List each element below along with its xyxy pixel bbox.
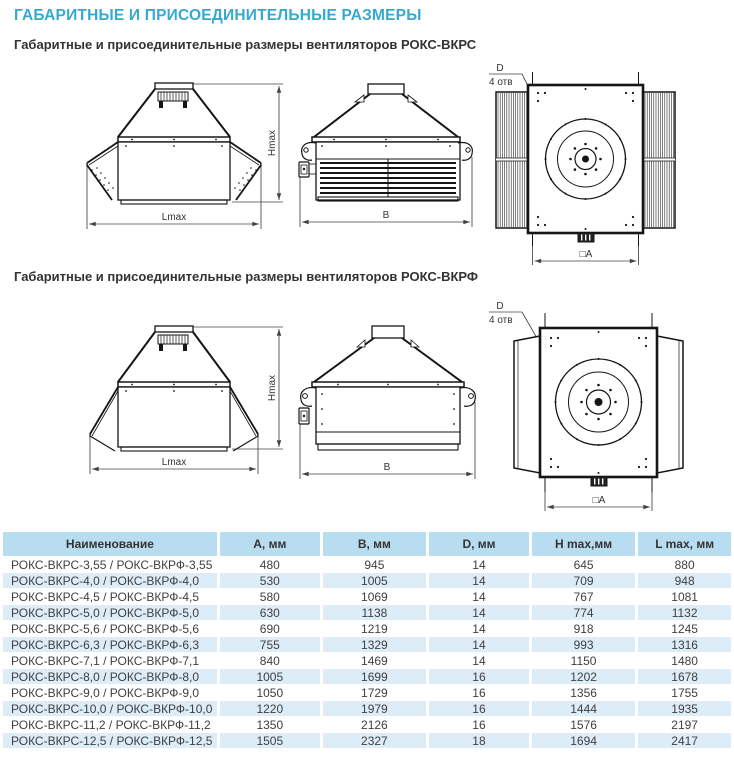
model-name-cell: РОКС-ВКРС-7,1 / РОКС-ВКРФ-7,1	[11, 653, 200, 668]
b-dimension-label: B	[382, 210, 390, 221]
dimension-value-cell: 840	[259, 653, 280, 668]
table-row	[3, 637, 731, 652]
model-name-cell: РОКС-ВКРС-10,0 / РОКС-ВКРФ-10,0	[3, 701, 217, 716]
dimension-value-cell: 1220	[220, 701, 320, 716]
dimension-value-cell: 14	[429, 573, 529, 588]
dimension-value-cell: 14	[429, 637, 529, 652]
dimension-value-cell: 16	[472, 717, 486, 732]
dimension-value-cell: 14	[472, 621, 486, 636]
dimension-value-cell: 1245	[671, 621, 698, 636]
vkrf-front-view-drawing	[294, 302, 480, 514]
dimension-value-cell: 1138	[323, 605, 426, 620]
model-name-cell: РОКС-ВКРС-3,55 / РОКС-ВКРФ-3,55	[11, 557, 213, 572]
model-name-cell: РОКС-ВКРС-4,5 / РОКС-ВКРФ-4,5	[11, 589, 200, 604]
table-row	[3, 653, 731, 668]
dimension-value-cell: 767	[573, 589, 594, 604]
hmax-label: Hmax	[267, 374, 278, 402]
dimension-value-cell: 1729	[361, 685, 388, 700]
dimension-value-cell: 1505	[220, 733, 320, 748]
dimension-value-cell: 755	[220, 637, 320, 652]
header-name: Наименование	[3, 532, 217, 556]
dimension-value-cell: 2417	[638, 733, 731, 748]
page-title: ГАБАРИТНЫЕ И ПРИСОЕДИНИТЕЛЬНЫЕ РАЗМЕРЫ	[14, 7, 422, 24]
dimension-value-cell: 948	[638, 573, 731, 588]
model-name-cell: РОКС-ВКРС-8,0 / РОКС-ВКРФ-8,0	[3, 669, 217, 684]
dimension-value-cell: 1202	[532, 669, 635, 684]
dimension-value-cell: 580	[259, 589, 280, 604]
holes-count-label: 4 отв	[489, 315, 513, 326]
dimension-value-cell: 1699	[323, 669, 426, 684]
square-a-label: □A	[592, 495, 606, 506]
b-dimension-label: B	[383, 462, 391, 473]
dimension-value-cell: 1005	[323, 573, 426, 588]
dimension-value-cell: 1979	[323, 701, 426, 716]
table-row	[3, 733, 731, 748]
table-row	[3, 621, 731, 636]
table-row	[3, 669, 731, 684]
dimension-value-cell: 16	[429, 701, 529, 716]
dimension-value-cell: 16	[472, 685, 486, 700]
dimension-value-cell: 993	[532, 637, 635, 652]
vkrs-side-view-drawing	[12, 62, 297, 262]
hole-diameter-label: D	[496, 301, 504, 312]
dimension-value-cell: 1329	[323, 637, 426, 652]
dimension-value-cell: 14	[472, 557, 486, 572]
dimension-value-cell: 709	[532, 573, 635, 588]
vkrf-top-view-drawing	[486, 298, 734, 516]
dimension-value-cell: 690	[259, 621, 280, 636]
dimension-value-cell: 1069	[361, 589, 388, 604]
dimension-value-cell: 1132	[638, 605, 731, 620]
model-name-cell: РОКС-ВКРС-6,3 / РОКС-ВКРФ-6,3	[3, 637, 217, 652]
dimension-value-cell: 945	[364, 557, 385, 572]
dimension-value-cell: 530	[220, 573, 320, 588]
dimension-value-cell: 1150	[570, 653, 597, 668]
table-row	[3, 717, 731, 732]
dimension-value-cell: 16	[429, 669, 529, 684]
lmax-label: Lmax	[161, 457, 187, 468]
dimension-value-cell: 1444	[532, 701, 635, 716]
dimension-value-cell: 1356	[570, 685, 597, 700]
lmax-label: Lmax	[161, 212, 187, 223]
dimension-value-cell: 2327	[323, 733, 426, 748]
dimension-value-cell: 14	[429, 605, 529, 620]
dimension-value-cell: 1316	[638, 637, 731, 652]
hole-diameter-label: D	[496, 63, 504, 74]
dimension-value-cell: 14	[472, 589, 486, 604]
header-lmax: L max, мм	[638, 532, 731, 556]
table-header-row	[3, 532, 731, 556]
dimension-value-cell: 1935	[638, 701, 731, 716]
dimension-value-cell: 480	[259, 557, 280, 572]
dimension-value-cell: 1694	[532, 733, 635, 748]
vkrf-side-view-drawing	[12, 302, 297, 514]
hmax-label: Hmax	[267, 129, 278, 157]
dimensions-table	[0, 531, 734, 749]
dimension-value-cell: 1219	[361, 621, 388, 636]
section-title-vkrf: Габаритные и присоединительные размеры вентиляторов РОКС-ВКРФ	[14, 269, 479, 284]
dimension-value-cell: 1678	[638, 669, 731, 684]
header-b: В, мм	[323, 532, 426, 556]
dimension-value-cell: 880	[674, 557, 695, 572]
vkrs-top-view-drawing	[486, 60, 734, 268]
table-row	[3, 589, 731, 604]
table-row	[3, 685, 731, 700]
dimension-value-cell: 918	[573, 621, 594, 636]
dimension-value-cell: 14	[472, 653, 486, 668]
holes-count-label: 4 отв	[489, 77, 513, 88]
vkrs-front-view-drawing	[294, 62, 480, 262]
dimension-value-cell: 1050	[256, 685, 284, 700]
table-row	[3, 605, 731, 620]
table-row	[3, 573, 731, 588]
dimension-value-cell: 645	[573, 557, 594, 572]
model-name-cell: РОКС-ВКРС-9,0 / РОКС-ВКРФ-9,0	[11, 685, 200, 700]
model-name-cell: РОКС-ВКРС-5,0 / РОКС-ВКРФ-5,0	[3, 605, 217, 620]
dimension-value-cell: 2197	[671, 717, 698, 732]
header-a: А, мм	[220, 532, 320, 556]
dimension-value-cell: 1755	[671, 685, 698, 700]
dimension-value-cell: 18	[429, 733, 529, 748]
model-name-cell: РОКС-ВКРС-4,0 / РОКС-ВКРФ-4,0	[3, 573, 217, 588]
dimension-value-cell: 1469	[361, 653, 388, 668]
dimension-value-cell: 1576	[570, 717, 597, 732]
dimension-value-cell: 2126	[361, 717, 388, 732]
dimension-value-cell: 1350	[256, 717, 284, 732]
dimension-value-cell: 1480	[671, 653, 698, 668]
dimension-value-cell: 1081	[671, 589, 698, 604]
dimension-value-cell: 774	[532, 605, 635, 620]
model-name-cell: РОКС-ВКРС-5,6 / РОКС-ВКРФ-5,6	[11, 621, 200, 636]
model-name-cell: РОКС-ВКРС-11,2 / РОКС-ВКРФ-11,2	[11, 717, 211, 732]
table-row	[3, 701, 731, 716]
header-hmax: Н max,мм	[532, 532, 635, 556]
section-title-vkrs: Габаритные и присоединительные размеры вентиляторов РОКС-ВКРС	[14, 37, 477, 52]
dimensions-table-body	[3, 557, 731, 748]
model-name-cell: РОКС-ВКРС-12,5 / РОКС-ВКРФ-12,5	[3, 733, 217, 748]
dimension-value-cell: 1005	[220, 669, 320, 684]
table-row	[3, 557, 731, 572]
header-d: D, мм	[429, 532, 529, 556]
square-a-label: □A	[579, 249, 593, 260]
dimension-value-cell: 630	[220, 605, 320, 620]
